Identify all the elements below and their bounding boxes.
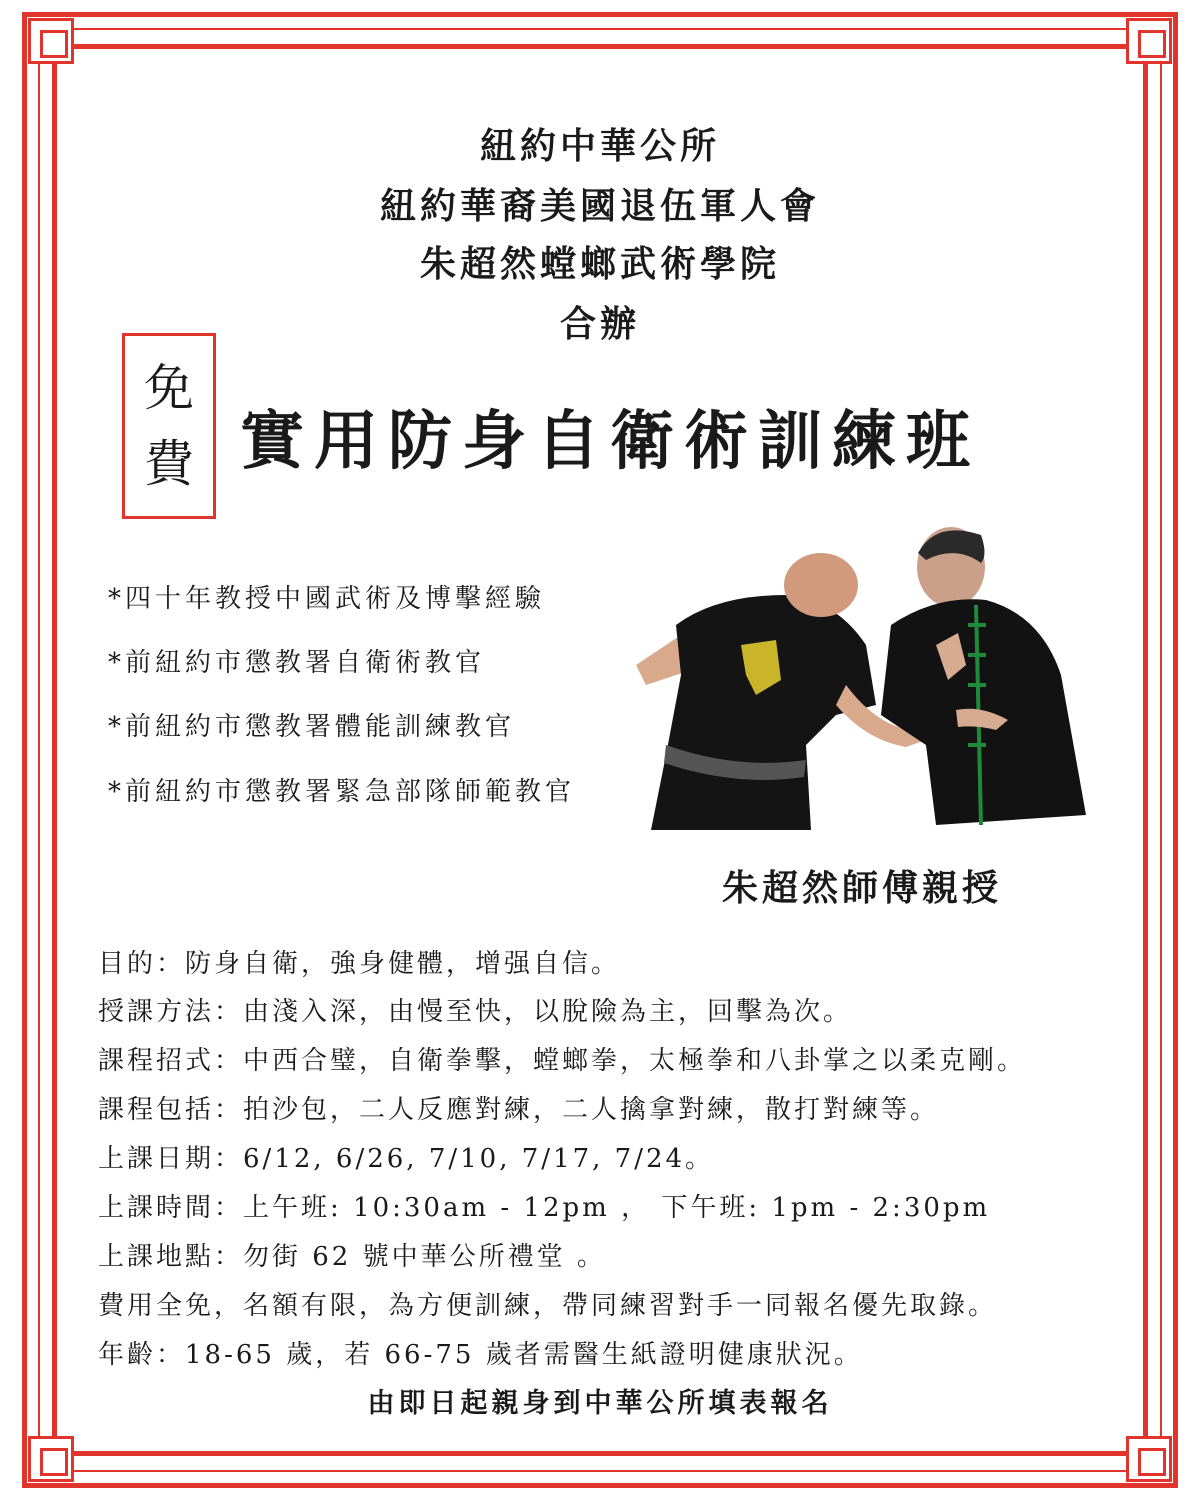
detail-age: 年齡：18-65 歲，若 66-75 歲者需醫生紙證明健康狀況。: [98, 1340, 863, 1370]
co-host-label: 合辦: [559, 303, 640, 345]
organizer-1: 紐約中華公所: [479, 125, 720, 167]
instructor-photo: [636, 515, 1086, 830]
credential-2: *前紐約市懲教署自衛術教官: [108, 648, 486, 678]
detail-purpose: 目的：防身自衛，強身健體，增强自信。: [98, 949, 621, 979]
detail-includes: 課程包括：拍沙包，二人反應對練，二人擒拿對練，散打對練等。: [98, 1095, 940, 1125]
organizer-3: 朱超然螳螂武術學院: [419, 243, 780, 285]
corner-ornament-bottom-left: [28, 1436, 74, 1482]
registration-note: 由即日起親身到中華公所填表報名: [367, 1388, 833, 1419]
left-figure-head: [784, 553, 858, 617]
free-badge: [122, 333, 216, 519]
left-figure-shirt: [651, 595, 876, 830]
detail-fee: 費用全免，名額有限，為方便訓練，帶同練習對手一同報名優先取錄。: [98, 1291, 998, 1321]
page-title: 實用防身自衛術訓練班: [240, 404, 980, 479]
detail-method: 授課方法：由淺入深，由慢至快，以脫險為主，回擊為次。: [98, 997, 853, 1027]
corner-ornament-top-right: [1126, 18, 1172, 64]
credential-4: *前紐約市懲教署緊急部隊師範教官: [108, 777, 576, 807]
free-char-1: 免: [144, 359, 194, 417]
free-char-2: 費: [144, 435, 194, 493]
instructors-illustration: [636, 515, 1086, 830]
detail-moves: 課程招式：中西合璧，自衛拳擊，螳螂拳，太極拳和八卦掌之以柔克剛。: [98, 1046, 1027, 1076]
instructor-name: 朱超然師傅親授: [722, 867, 1003, 909]
corner-ornament-top-left: [28, 18, 74, 64]
detail-dates: 上課日期：6/12, 6/26, 7/10, 7/17, 7/24。: [98, 1144, 715, 1174]
organizer-2: 紐約華裔美國退伍軍人會: [379, 185, 820, 227]
credential-1: *四十年教授中國武術及博擊經驗: [108, 584, 546, 614]
detail-location: 上課地點：勿街 62 號中華公所禮堂 。: [98, 1242, 606, 1272]
corner-ornament-bottom-right: [1126, 1436, 1172, 1482]
detail-times: 上課時間：上午班: 10:30am - 12pm ， 下午班: 1pm - 2:30pm: [98, 1193, 991, 1223]
credential-3: *前紐約市懲教署體能訓練教官: [108, 712, 516, 742]
